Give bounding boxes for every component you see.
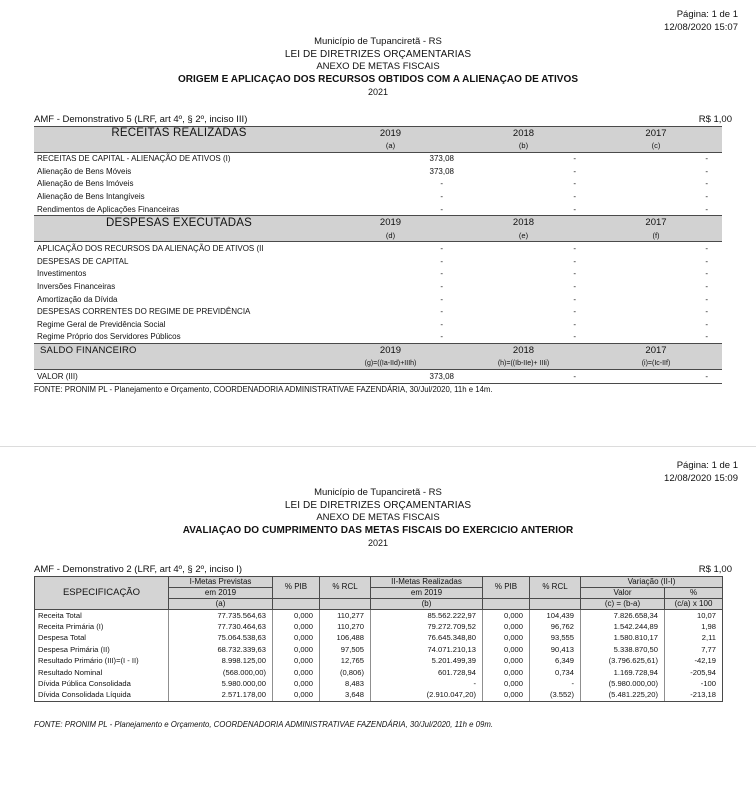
page1-law: LEI DE DIRETRIZES ORÇAMENTARIAS: [284, 48, 472, 60]
page1-subheader: [34, 114, 732, 125]
row-var-valor: 1.169.728,94: [581, 666, 665, 677]
table-bottom-rule: [34, 383, 722, 384]
row-var-pct: -42,19: [665, 655, 723, 666]
despesas-note-f: (f): [590, 229, 722, 242]
despesas-year-2018: 2018: [457, 216, 590, 230]
row-realizada: 601.728,94: [371, 666, 483, 677]
th-pib-realizadas-blank: [483, 598, 530, 609]
page2-main-title: AVALIAÇAO DO CUMPRIMENTO DAS METAS FISCAIS DO EXERCICIO ANTERIOR: [182, 524, 574, 536]
page1-timestamp: 12/08/2020 15:07: [664, 22, 738, 33]
page1-city: Município de Tupanciretã - RS: [314, 36, 442, 47]
row-pib-a: 0,000: [273, 644, 320, 655]
despesas-note-blank: [34, 229, 324, 242]
page2-subheader: [34, 564, 732, 575]
th-metas-previstas: I-Metas Previstas: [169, 576, 273, 587]
row-value-2019: -: [440, 256, 443, 266]
row-value-2018: -: [573, 319, 576, 329]
row-pib-b: 0,000: [483, 644, 530, 655]
row-realizada: 85.562.222,97: [371, 609, 483, 621]
table-row: [35, 621, 723, 632]
row-pib-b: 0,000: [483, 655, 530, 666]
row-var-pct: -213,18: [665, 689, 723, 701]
row-label: Dívida Consolidada Líquida: [35, 689, 169, 701]
th-variacao-pct: %: [665, 587, 723, 598]
row-label: Despesa Primária (II): [35, 644, 169, 655]
row-value-2017: -: [705, 372, 708, 382]
row-rcl-a: 110,277: [320, 609, 371, 621]
row-value-2017: -: [705, 154, 708, 164]
row-label: DESPESAS DE CAPITAL: [37, 256, 129, 266]
row-pib-b: 0,000: [483, 609, 530, 621]
table-row: [35, 678, 723, 689]
row-value-2019: -: [440, 282, 443, 292]
table-row: [34, 370, 722, 384]
th-pib-previstas-blank: [273, 598, 320, 609]
table-row: [34, 331, 722, 344]
despesas-note-d: (d): [324, 229, 457, 242]
row-var-valor: 1.580.810,17: [581, 632, 665, 643]
row-var-pct: -205,94: [665, 666, 723, 677]
row-rcl-a: 110,270: [320, 621, 371, 632]
receitas-year-2017: 2017: [590, 126, 722, 140]
row-value-2018: -: [573, 204, 576, 214]
row-prevista: 68.732.339,63: [169, 644, 273, 655]
receitas-note-blank: [34, 140, 324, 153]
page2-fonte: FONTE: PRONIM PL - Planejamento e Orçamento, COORDENADORIA ADMINISTRATIVAE FAZENDÁRIA, 30/Jul/2020, 11h e 09m.: [34, 719, 494, 729]
page1-fonte: FONTE: PRONIM PL - Planejamento e Orçamento, COORDENADORIA ADMINISTRATIVAE FAZENDÁRIA, 30/Jul/2020, 11h e 14m.: [34, 384, 493, 394]
row-value-2018: -: [573, 372, 576, 382]
row-value-2018: -: [573, 154, 576, 164]
table-row: [34, 152, 722, 165]
table-origem-aplicacao-recursos: [34, 126, 722, 384]
row-rcl-b: 90,413: [530, 644, 581, 655]
table-row: [35, 609, 723, 621]
row-value-2019: -: [440, 204, 443, 214]
page2-timestamp: 12/08/2020 15:09: [664, 473, 738, 484]
row-label: Receita Primária (I): [35, 621, 169, 632]
table-row: [34, 318, 722, 331]
row-value-2018: -: [573, 166, 576, 176]
saldo-year-2018: 2018: [457, 344, 590, 358]
table-row: [35, 655, 723, 666]
page1-demonstrativo-label: AMF - Demonstrativo 5 (LRF, art 4º, § 2º, inciso III): [34, 113, 248, 125]
row-label: Amortização da Dívida: [37, 294, 118, 304]
despesas-note-row: [34, 229, 722, 242]
row-label: Regime Geral de Previdência Social: [37, 319, 166, 329]
table-row: [35, 632, 723, 643]
row-pib-b: 0,000: [483, 678, 530, 689]
row-realizada: 79.272.709,52: [371, 621, 483, 632]
row-label: Resultado Primário (III)=(I - II): [35, 655, 169, 666]
row-rcl-b: 93,555: [530, 632, 581, 643]
row-value-2019: -: [440, 294, 443, 304]
row-value-2018: -: [573, 269, 576, 279]
row-realizada: 5.201.499,39: [371, 655, 483, 666]
page2-page-label: Página: 1 de 1: [676, 460, 738, 471]
row-value-2017: -: [705, 166, 708, 176]
row-realizada: 74.071.210,13: [371, 644, 483, 655]
th-previstas-sub: em 2019: [169, 587, 273, 598]
row-value-2019: -: [440, 319, 443, 329]
receitas-band-row: [34, 126, 722, 140]
table2-header-group-row: [35, 576, 723, 587]
receitas-band-title: RECEITAS REALIZADAS: [34, 126, 324, 140]
page1-currency-unit: R$ 1,00: [698, 113, 732, 125]
row-var-pct: 7,77: [665, 644, 723, 655]
despesas-band-title: DESPESAS EXECUTADAS: [34, 216, 324, 230]
table-row: [34, 305, 722, 318]
page2-meta: [664, 459, 738, 485]
row-value-2018: -: [573, 282, 576, 292]
row-pib-b: 0,000: [483, 621, 530, 632]
row-prevista: 77.730.464,63: [169, 621, 273, 632]
row-rcl-a: 106,488: [320, 632, 371, 643]
row-realizada: (2.910.047,20): [371, 689, 483, 701]
row-realizada: 76.645.348,80: [371, 632, 483, 643]
th-variacao-valor: Valor: [581, 587, 665, 598]
table-row: [34, 178, 722, 191]
table-avaliacao-metas-fiscais: [34, 576, 723, 702]
table-row: [34, 255, 722, 268]
th-rcl-realizadas: % RCL: [530, 576, 581, 598]
row-var-valor: (5.980.000,00): [581, 678, 665, 689]
row-value-2017: -: [705, 307, 708, 317]
th-previstas-note: (a): [169, 598, 273, 609]
document-page-2: [0, 446, 756, 791]
row-label: Inversões Financeiras: [37, 282, 116, 292]
table-row: [34, 280, 722, 293]
th-rcl-previstas: % RCL: [320, 576, 371, 598]
row-label: VALOR (III): [37, 372, 78, 382]
table-row: [34, 242, 722, 255]
row-rcl-b: 0,734: [530, 666, 581, 677]
page1-annex: ANEXO DE METAS FISCAIS: [316, 61, 440, 72]
row-rcl-b: (3.552): [530, 689, 581, 701]
row-prevista: 77.735.564,63: [169, 609, 273, 621]
row-label: APLICAÇÃO DOS RECURSOS DA ALIENAÇÃO DE ATIVOS (II: [37, 244, 264, 254]
row-pib-b: 0,000: [483, 689, 530, 701]
row-label: Rendimentos de Aplicações Financeiras: [37, 204, 180, 214]
row-value-2019: -: [440, 179, 443, 189]
table-row: [34, 268, 722, 281]
receitas-year-2018: 2018: [457, 126, 590, 140]
th-especificacao: ESPECIFICAÇÃO: [35, 576, 169, 609]
page1-main-title: ORIGEM E APLICAÇAO DOS RECURSOS OBTIDOS COM A ALIENAÇAO DE ATIVOS: [177, 73, 579, 85]
row-realizada: -: [371, 678, 483, 689]
table-row: [35, 666, 723, 677]
row-label: Investimentos: [37, 269, 87, 279]
row-rcl-b: 6,349: [530, 655, 581, 666]
row-pib-a: 0,000: [273, 689, 320, 701]
saldo-note-h: (h)=((Ib-IIe)+ IIIi): [457, 357, 590, 370]
row-label: Alienação de Bens Intangíveis: [37, 192, 145, 202]
row-value-2019: 373,08: [429, 166, 454, 176]
row-label: Alienação de Bens Imóveis: [37, 179, 134, 189]
row-value-2017: -: [705, 294, 708, 304]
page2-city: Município de Tupanciretã - RS: [314, 487, 442, 498]
row-pib-b: 0,000: [483, 666, 530, 677]
row-pib-a: 0,000: [273, 666, 320, 677]
row-prevista: 2.571.178,00: [169, 689, 273, 701]
row-var-valor: 5.338.870,50: [581, 644, 665, 655]
page1-meta: [664, 8, 738, 34]
saldo-band-row: [34, 344, 722, 358]
row-value-2017: -: [705, 204, 708, 214]
row-prevista: (568.000,00): [169, 666, 273, 677]
row-label: Dívida Pública Consolidada: [35, 678, 169, 689]
receitas-note-b: (b): [457, 140, 590, 153]
saldo-note-row: [34, 357, 722, 370]
row-value-2019: -: [440, 307, 443, 317]
row-pib-a: 0,000: [273, 621, 320, 632]
row-value-2017: -: [705, 179, 708, 189]
table-row: [34, 203, 722, 216]
table-row: [35, 644, 723, 655]
row-rcl-a: 97,505: [320, 644, 371, 655]
saldo-year-2019: 2019: [324, 344, 457, 358]
th-rcl-previstas-blank: [320, 598, 371, 609]
table-row: [35, 689, 723, 701]
saldo-note-blank: [34, 357, 324, 370]
bottom-rule-cell: [34, 383, 722, 384]
row-value-2018: -: [573, 192, 576, 202]
row-pib-b: 0,000: [483, 632, 530, 643]
row-value-2018: -: [573, 179, 576, 189]
despesas-year-2017: 2017: [590, 216, 722, 230]
saldo-note-g: (g)=((Ia-IId)+IIIh): [324, 357, 457, 370]
row-value-2019: 373,08: [429, 154, 454, 164]
despesas-year-2019: 2019: [324, 216, 457, 230]
row-value-2019: -: [440, 269, 443, 279]
row-var-valor: (3.796.625,61): [581, 655, 665, 666]
th-realizadas-sub: em 2019: [371, 587, 483, 598]
row-value-2017: -: [705, 269, 708, 279]
th-pib-previstas: % PIB: [273, 576, 320, 598]
row-var-valor: 1.542.244,89: [581, 621, 665, 632]
row-rcl-b: 96,762: [530, 621, 581, 632]
row-value-2018: -: [573, 294, 576, 304]
saldo-band-title: SALDO FINANCEIRO: [34, 344, 324, 358]
row-label: Despesa Total: [35, 632, 169, 643]
row-value-2017: -: [705, 332, 708, 342]
row-rcl-a: 12,765: [320, 655, 371, 666]
th-variacao-pct-note: (c/a) x 100: [665, 598, 723, 609]
row-prevista: 8.998.125,00: [169, 655, 273, 666]
table-row: [34, 293, 722, 306]
row-rcl-a: 3,648: [320, 689, 371, 701]
row-label: Receita Total: [35, 609, 169, 621]
row-label: Resultado Nominal: [35, 666, 169, 677]
receitas-note-a: (a): [324, 140, 457, 153]
page2-year: 2021: [367, 538, 389, 548]
row-pib-a: 0,000: [273, 632, 320, 643]
row-value-2018: -: [573, 307, 576, 317]
despesas-note-e: (e): [457, 229, 590, 242]
page1-title-block: [0, 0, 756, 99]
row-label: RECEITAS DE CAPITAL - ALIENAÇÃO DE ATIVOS (I): [37, 154, 231, 164]
th-rcl-realizadas-blank: [530, 598, 581, 609]
row-var-pct: -100: [665, 678, 723, 689]
row-value-2019: -: [440, 192, 443, 202]
row-prevista: 5.980.000,00: [169, 678, 273, 689]
row-value-2017: -: [705, 192, 708, 202]
row-var-valor: (5.481.225,20): [581, 689, 665, 701]
page2-title-block: [0, 447, 756, 550]
receitas-note-row: [34, 140, 722, 153]
row-value-2018: -: [573, 332, 576, 342]
row-var-pct: 1,98: [665, 621, 723, 632]
page2-currency-unit: R$ 1,00: [698, 563, 732, 575]
row-var-valor: 7.826.658,34: [581, 609, 665, 621]
row-rcl-a: (0,806): [320, 666, 371, 677]
despesas-band-row: [34, 216, 722, 230]
row-value-2019: -: [440, 332, 443, 342]
th-realizadas-note: (b): [371, 598, 483, 609]
table-row: [34, 190, 722, 203]
row-value-2018: -: [573, 256, 576, 266]
table-row: [34, 165, 722, 178]
th-variacao-valor-note: (c) = (b-a): [581, 598, 665, 609]
row-value-2019: -: [440, 244, 443, 254]
table2-body: [35, 609, 723, 701]
th-pib-realizadas: % PIB: [483, 576, 530, 598]
row-prevista: 75.064.538,63: [169, 632, 273, 643]
row-rcl-b: 104,439: [530, 609, 581, 621]
page1-year: 2021: [367, 87, 389, 97]
saldo-note-i: (i)=(Ic-IIf): [590, 357, 722, 370]
row-pib-a: 0,000: [273, 678, 320, 689]
row-value-2018: -: [573, 244, 576, 254]
saldo-year-2017: 2017: [590, 344, 722, 358]
row-label: DESPESAS CORRENTES DO REGIME DE PREVIDÊNCIA: [37, 307, 251, 317]
receitas-year-2019: 2019: [324, 126, 457, 140]
row-label: Alienação de Bens Móveis: [37, 166, 132, 176]
row-var-pct: 2,11: [665, 632, 723, 643]
th-variacao: Variação (II-I): [581, 576, 723, 587]
page1-page-label: Página: 1 de 1: [676, 9, 738, 20]
row-rcl-b: -: [530, 678, 581, 689]
row-value-2017: -: [705, 256, 708, 266]
row-pib-a: 0,000: [273, 609, 320, 621]
row-value-2017: -: [705, 282, 708, 292]
row-rcl-a: 8,483: [320, 678, 371, 689]
page2-annex: ANEXO DE METAS FISCAIS: [316, 512, 440, 523]
page2-law: LEI DE DIRETRIZES ORÇAMENTARIAS: [284, 499, 472, 511]
row-value-2019: 373,08: [429, 372, 454, 382]
th-metas-realizadas: II-Metas Realizadas: [371, 576, 483, 587]
receitas-note-c: (c): [590, 140, 722, 153]
row-value-2017: -: [705, 319, 708, 329]
row-pib-a: 0,000: [273, 655, 320, 666]
row-value-2017: -: [705, 244, 708, 254]
page2-demonstrativo-label: AMF - Demonstrativo 2 (LRF, art 4º, § 2º, inciso I): [34, 563, 243, 575]
row-label: Regime Próprio dos Servidores Públicos: [37, 332, 181, 342]
row-var-pct: 10,07: [665, 609, 723, 621]
